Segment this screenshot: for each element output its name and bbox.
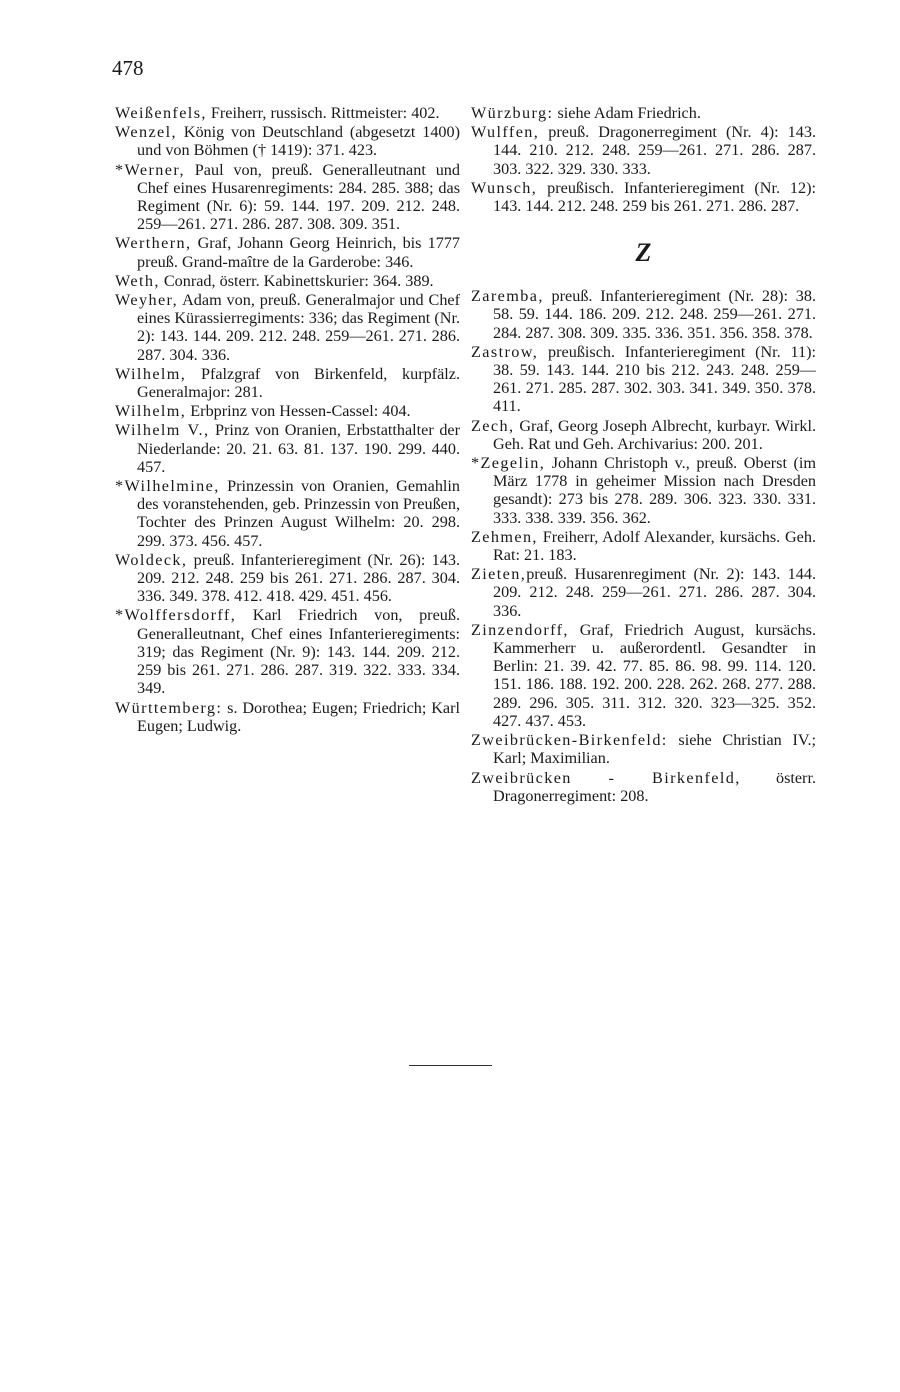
entry-headword: Zweibrücken - Birkenfeld,	[471, 768, 741, 787]
index-column-left	[115, 104, 460, 736]
entry-text: König von Deutschland (abgesetzt 1400) und von Böhmen († 1419): 371. 423.	[137, 123, 460, 160]
entry-text: preuß. Husarenregiment (Nr. 2): 143. 144. 209. 212. 248. 259—261. 271. 286. 287. 304. 336.	[493, 565, 816, 620]
entry-headword: Zieten,	[471, 565, 527, 584]
index-entry	[471, 621, 816, 730]
index-entry	[115, 477, 460, 550]
entry-text: preußisch. Infanterieregiment (Nr. 12): 143. 144. 212. 248. 259 bis 261. 271. 286. 287.	[493, 178, 816, 216]
index-entry	[471, 343, 816, 416]
index-entry	[471, 565, 816, 620]
index-entry	[471, 287, 816, 342]
index-entry	[471, 528, 816, 564]
entry-headword: *Zegelin,	[471, 454, 546, 473]
entry-headword: Weyher,	[115, 291, 179, 310]
entry-headword: Wilhelm V.,	[115, 421, 210, 440]
index-entry	[115, 161, 460, 234]
entry-headword: Weth,	[115, 271, 160, 290]
index-entry	[115, 272, 460, 290]
entry-headword: Wunsch,	[471, 178, 538, 197]
entry-text: preuß. Infanterieregiment (Nr. 28): 38. 58. 59. 144. 186. 209. 212. 248. 259—261. 271. 284. 287. 308. 309. 335. 336. 351. 356. 358. 378.	[493, 287, 816, 342]
index-entries-z	[471, 287, 816, 805]
index-entry	[115, 365, 460, 401]
entry-headword: *Werner,	[115, 160, 185, 179]
entry-text: siehe Adam Friedrich.	[553, 104, 701, 122]
entry-text: preußisch. Infanterieregiment (Nr. 11): 38. 59. 143. 144. 210 bis 212. 243. 248. 259—261. 271. 285. 287. 302. 303. 341. 349. 350. 378. 411.	[493, 342, 816, 416]
entry-headword: *Wolffersdorff,	[115, 606, 237, 625]
entry-headword: Zastrow,	[471, 342, 539, 361]
entry-text: Conrad, österr. Kabinettskurier: 364. 389.	[159, 271, 434, 290]
index-entries-w	[471, 104, 816, 215]
entry-headword: Zech,	[471, 416, 515, 435]
entry-text: österr. Dragonerregiment: 208.	[493, 768, 816, 805]
entry-headword: Wilhelm,	[115, 402, 187, 421]
entry-text: Graf, Friedrich August, kursächs. Kammerherr u. außerordentl. Gesandter in Berlin: 21. 39. 42. 77. 85. 86. 98. 99. 114. 120. 151. 186. 188. 192. 200. 228. 262. 268. 277. 288. 289. 296. 305. 311. 312. 320. 323—325. 352. 427. 437. 453.	[493, 620, 816, 730]
entry-text: s. Dorothea; Eugen; Friedrich; Karl Eugen; Ludwig.	[137, 698, 460, 735]
entry-text: preuß. Infanterieregiment (Nr. 26): 143. 209. 212. 248. 259 bis 261. 271. 286. 287. 304. 336. 349. 378. 412. 418. 429. 451. 456.	[137, 550, 460, 606]
entry-headword: Zehmen,	[471, 527, 538, 546]
index-entry	[471, 731, 816, 767]
index-entry	[471, 417, 816, 453]
entry-headword: Wulffen,	[471, 123, 540, 142]
entry-headword: Württemberg:	[115, 698, 223, 717]
index-entry	[115, 551, 460, 606]
entry-text: Pfalzgraf von Birkenfeld, kurpfälz. Generalmajor: 281.	[137, 364, 460, 402]
index-entry	[115, 699, 460, 735]
index-entry	[115, 606, 460, 697]
entry-text: Graf, Georg Joseph Albrecht, kurbayr. Wirkl. Geh. Rat und Geh. Archivarius: 200. 201.	[493, 416, 816, 453]
entry-headword: Woldeck,	[115, 550, 188, 569]
entry-text: Adam von, preuß. Generalmajor und Chef eines Kürassierregiments: 336; das Regiment (Nr. 2): 143. 144. 209. 212. 248. 259—261. 271. 286. 287. 304. 336.	[137, 291, 460, 364]
entry-text: Freiherr, russisch. Rittmeister: 402.	[206, 104, 440, 122]
page-number: 478	[112, 56, 144, 80]
entry-text: Freiherr, Adolf Alexander, kursächs. Geh. Rat: 21. 183.	[493, 527, 816, 565]
index-entry	[471, 179, 816, 215]
index-entry	[115, 421, 460, 476]
index-entry	[115, 291, 460, 364]
entry-text: Graf, Johann Georg Heinrich, bis 1777 preuß. Grand-maître de la Garderobe: 346.	[137, 234, 460, 271]
entry-text: Prinz von Oranien, Erbstatthalter der Niederlande: 20. 21. 63. 81. 137. 190. 299. 440. 457.	[137, 421, 461, 476]
index-entry	[471, 769, 816, 805]
entry-headword: Würzburg:	[471, 104, 554, 122]
end-rule	[409, 1065, 492, 1066]
index-entry	[115, 104, 460, 122]
entry-text: preuß. Dragonerregiment (Nr. 4): 143. 144. 210. 212. 248. 259—261. 271. 286. 287. 303. 322. 329. 330. 333.	[493, 123, 816, 178]
entry-text: Johann Christoph v., preuß. Oberst (im März 1778 in geheimer Mission nach Dresden gesandt): 273 bis 278. 289. 306. 323. 330. 331. 333. 338. 339. 356. 362.	[493, 454, 816, 527]
index-column-right	[471, 104, 816, 806]
entry-text: Karl Friedrich von, preuß. Generalleutnant, Chef eines Infanterieregiments: 319; das Regiment (Nr. 9): 143. 144. 209. 212. 259 bis 261. 271. 286. 287. 319. 322. 333. 334. 349.	[137, 606, 460, 698]
index-entry	[471, 123, 816, 178]
entry-headword: Wilhelm,	[115, 364, 187, 383]
index-entry	[471, 454, 816, 527]
entry-text: Erbprinz von Hessen-Cassel: 404.	[186, 402, 411, 421]
entry-headword: Zweibrücken-Birkenfeld:	[471, 731, 668, 750]
entry-headword: *Wilhelmine,	[115, 477, 220, 496]
entry-text: Paul von, preuß. Generalleutnant und Chef eines Husarenregiments: 284. 285. 388; das Regiment (Nr. 6): 59. 144. 197. 209. 212. 248. 259—261. 271. 286. 287. 308. 309. 351.	[137, 160, 460, 234]
section-letter-z: Z	[635, 238, 652, 268]
entry-headword: Werthern,	[115, 234, 192, 253]
entry-text: Prinzessin von Oranien, Gemahlin des voranstehenden, geb. Prinzessin von Preußen, Tochter des Prinzen August Wilhelm: 20. 298. 299. 373. 456. 457.	[137, 477, 460, 550]
index-entry	[115, 402, 460, 420]
entry-headword: Wenzel,	[115, 123, 177, 142]
entry-headword: Zinzendorff,	[471, 620, 569, 639]
entry-headword: Zaremba,	[471, 287, 544, 306]
entry-text: siehe Christian IV.; Karl; Maximilian.	[493, 731, 816, 768]
index-entry	[115, 234, 460, 270]
index-entry	[115, 123, 460, 159]
index-entry	[471, 104, 816, 122]
entry-headword: Weißenfels,	[115, 104, 207, 122]
